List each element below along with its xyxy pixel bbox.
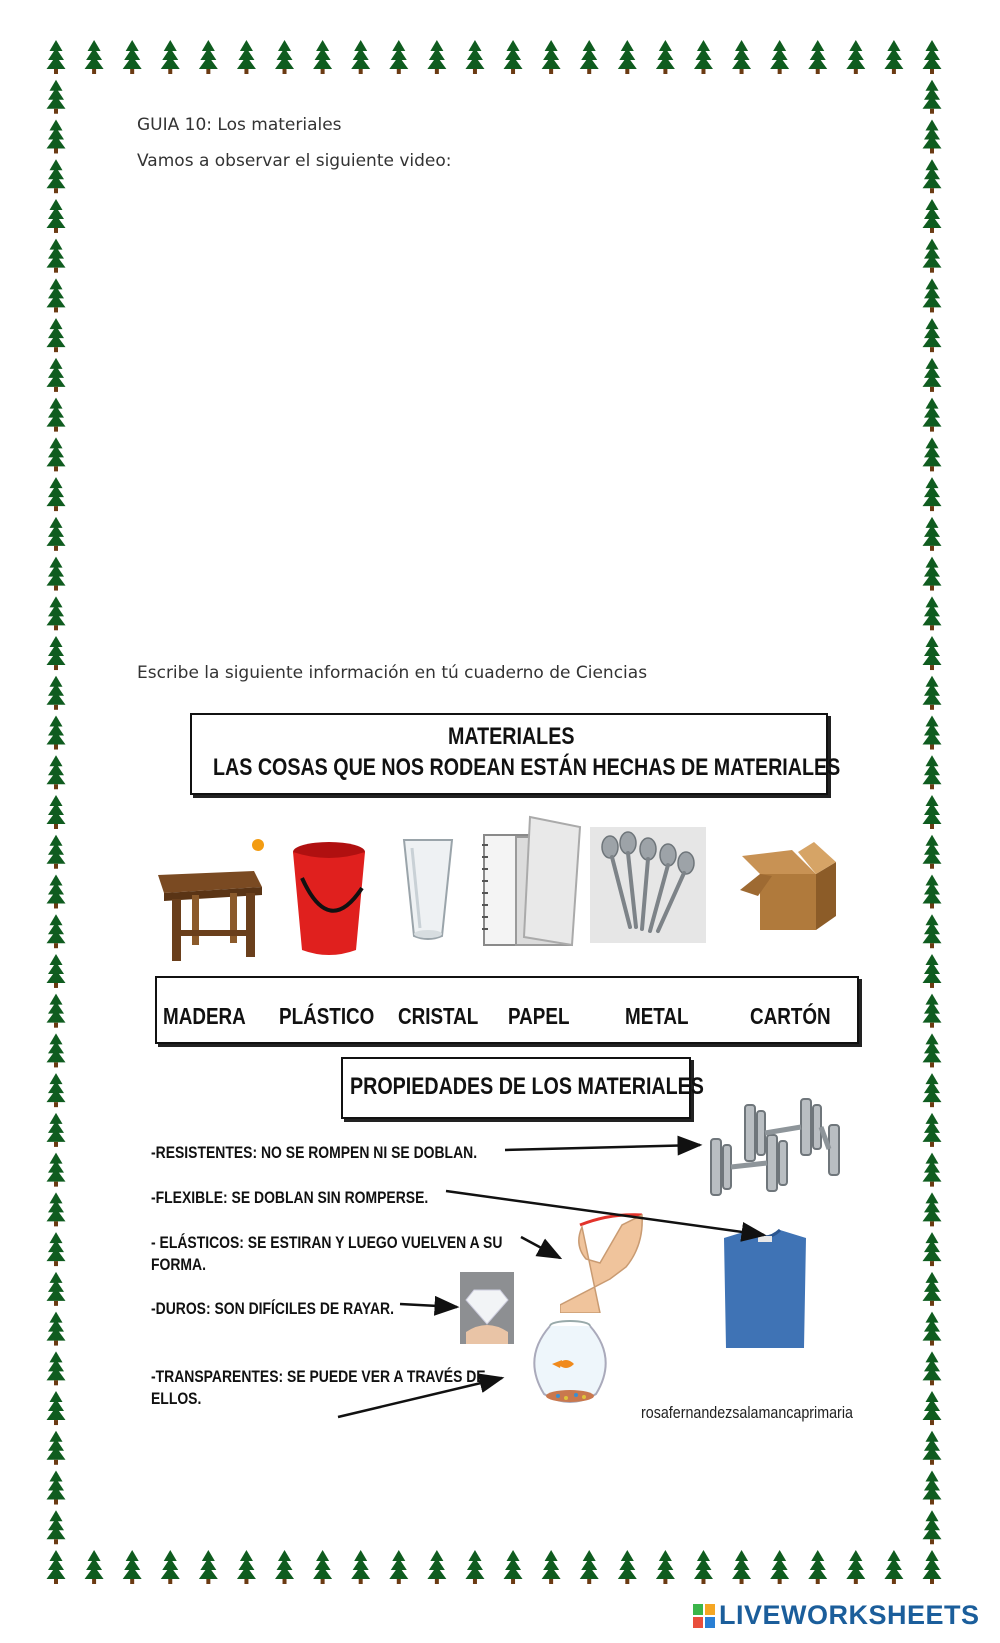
materials-subheading: LAS COSAS QUE NOS RODEAN ESTÁN HECHAS DE MATERIALES <box>213 754 841 781</box>
properties-heading: PROPIEDADES DE LOS MATERIALES <box>350 1073 704 1100</box>
video-instruction: Vamos a observar el siguiente video: <box>137 151 452 171</box>
liveworksheets-logo-icon <box>693 1604 715 1628</box>
material-label-madera: MADERA <box>163 1003 246 1029</box>
property-transparentes-line1: -TRANSPARENTES: SE PUEDE VER A TRAVÉS DE <box>151 1367 486 1386</box>
property-resistentes: -RESISTENTES: NO SE ROMPEN NI SE DOBLAN. <box>151 1143 478 1162</box>
material-label-cristal: CRISTAL <box>398 1003 479 1029</box>
author-credit: rosafernandezsalamancaprimaria <box>641 1403 853 1422</box>
property-duros: -DUROS: SON DIFÍCILES DE RAYAR. <box>151 1299 394 1318</box>
guide-title: GUIA 10: Los materiales <box>137 115 342 135</box>
material-label-carton: CARTÓN <box>750 1003 831 1029</box>
property-flexible: -FLEXIBLE: SE DOBLAN SIN ROMPERSE. <box>151 1188 429 1207</box>
material-label-papel: PAPEL <box>508 1003 570 1029</box>
property-transparentes-line2: ELLOS. <box>151 1389 202 1408</box>
material-label-metal: METAL <box>625 1003 689 1029</box>
notebook-instruction: Escribe la siguiente información en tú cuaderno de Ciencias <box>137 663 648 683</box>
materials-heading: MATERIALES <box>448 723 575 750</box>
liveworksheets-brand[interactable]: LIVEWORKSHEETS <box>719 1600 980 1630</box>
material-label-plastico: PLÁSTICO <box>279 1003 375 1029</box>
property-elasticos-line1: - ELÁSTICOS: SE ESTIRAN Y LUEGO VUELVEN A SU <box>151 1233 503 1252</box>
property-elasticos-line2: FORMA. <box>151 1255 206 1274</box>
